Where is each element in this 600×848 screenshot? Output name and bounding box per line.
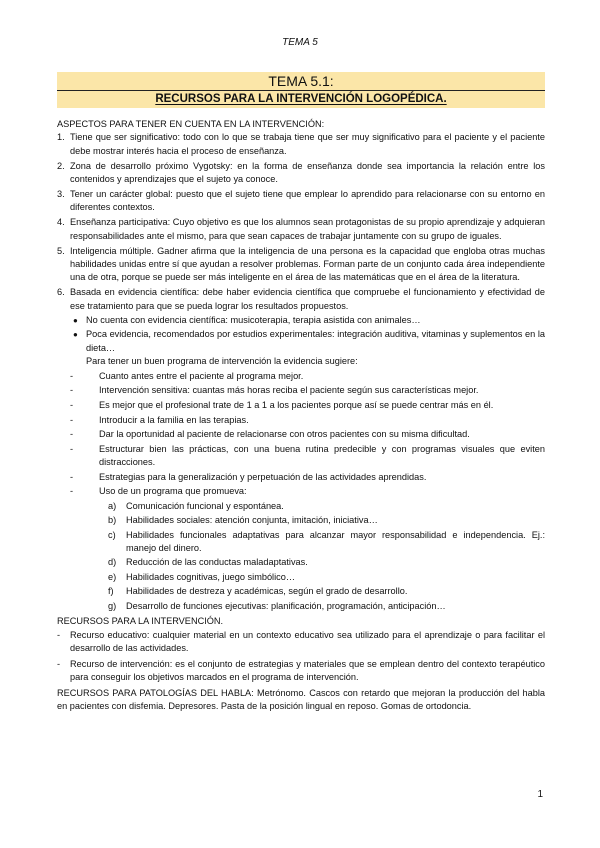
- dash-text: Estructurar bien las prácticas, con una buena rutina predecible y con programas visuales que eviten distracciones.: [99, 443, 545, 468]
- letter-item: [99, 529, 545, 556]
- item-letter: c): [108, 529, 116, 540]
- letter-item: [99, 585, 545, 598]
- dash-item: [70, 471, 545, 484]
- list-item: [57, 245, 545, 285]
- recursos-list: [57, 629, 545, 685]
- dash-text: Intervención sensitiva: cuantas más horas reciba el paciente según sus características mejor.: [99, 385, 479, 396]
- dash-item: [70, 384, 545, 397]
- letter-item: [99, 571, 545, 584]
- letter-text: Habilidades sociales: atención conjunta, imitación, iniciativa…: [126, 515, 378, 526]
- item-letter: a): [108, 500, 117, 511]
- title-block: [57, 72, 545, 108]
- dash-icon: -: [70, 414, 74, 425]
- item-letter: d): [108, 557, 117, 568]
- page-title: TEMA 5.1:: [268, 73, 334, 89]
- item-number: 6.: [57, 287, 65, 298]
- list-item: [57, 188, 545, 215]
- bullet-text: Poca evidencia, recomendados por estudios experimentales: integración auditiva, vitaminas y suplementos en la dieta…: [86, 329, 545, 353]
- dash-icon: -: [70, 443, 74, 454]
- item-text: Tiene que ser significativo: todo con lo que se trabaja tiene que ser muy significativo para el paciente y el paciente debe mostrar interés hacia el proceso de enseñanza.: [70, 132, 545, 156]
- dash-text: Estrategias para la generalización y perpetuación de las actividades aprendidas.: [99, 471, 427, 482]
- dash-icon: -: [70, 385, 74, 396]
- item-letter: g): [108, 600, 117, 611]
- dash-icon: -: [57, 629, 61, 640]
- section-heading-aspectos: ASPECTOS PARA TENER EN CUENTA EN LA INTERVENCIÓN:: [57, 119, 325, 129]
- letter-text: Habilidades cognitivas, juego simbólico…: [126, 571, 296, 582]
- item-number: 5.: [57, 245, 65, 256]
- item-text: Tener un carácter global: puesto que el sujeto tiene que emplear lo aprendido para relacionarse con su entorno en diferentes contextos.: [70, 189, 545, 213]
- dash-text: Cuanto antes entre el paciente al programa mejor.: [99, 370, 304, 381]
- running-header: TEMA 5: [282, 37, 318, 48]
- bullet-icon: ●: [73, 316, 78, 326]
- dash-item: [57, 629, 545, 656]
- dash-item: [70, 443, 545, 470]
- dash-text: Uso de un programa que promueva:: [99, 486, 247, 497]
- item-letter: f): [108, 586, 114, 597]
- list-item: [57, 286, 545, 613]
- evidence-bullets: [70, 314, 545, 355]
- patologias-paragraph: RECURSOS PARA PATOLOGÍAS DEL HABLA: Metrónomo. Cascos con retardo que mejoran la producción del habla en pacientes con disfemia. Depresores. Pasta de la posición lingual en reposo. Gomas de ortodoncia.: [57, 687, 545, 711]
- document-body: [57, 118, 545, 713]
- dash-item: [70, 485, 545, 613]
- bullet-item: [70, 314, 545, 327]
- dash-item: [70, 370, 545, 383]
- item-text: Inteligencia múltiple. Gadner afirma que la inteligencia de una persona es la capacidad que engloba otras muchas habilidades unidas entre sí que ayudan a resolver problemas. Forman parte de un conjunto cada área independiente una de otra, porque se puede ser más inteligente en el área de las matemáticas que en el área de la literatura.: [70, 245, 546, 283]
- dash-icon: -: [70, 486, 74, 497]
- bullet-item: [70, 328, 545, 355]
- list-item: [57, 216, 545, 243]
- item-number: 1.: [57, 132, 65, 143]
- dash-text: Introducir a la familia en las terapias.: [99, 414, 249, 425]
- item-text: Basada en evidencia científica: debe haber evidencia científica que compruebe el funcionamiento y efectividad de ese tratamiento para que se pueda lograr los resultados propuestos.: [70, 287, 545, 311]
- item-number: 3.: [57, 189, 65, 200]
- page-subtitle: RECURSOS PARA LA INTERVENCIÓN LOGOPÉDICA.: [155, 93, 447, 105]
- item-letter: e): [108, 571, 117, 582]
- dash-item: [57, 658, 545, 685]
- dash-icon: -: [70, 471, 74, 482]
- item-letter: b): [108, 515, 117, 526]
- dash-text: Dar la oportunidad al paciente de relacionarse con otros pacientes con su misma dificultad.: [99, 429, 470, 440]
- dash-item: [70, 414, 545, 427]
- letter-item: [99, 514, 545, 527]
- list-item: [57, 131, 545, 158]
- dash-text: Recurso de intervención: es el conjunto de estrategias y materiales que se emplean dentro del contexto terapéutico para conseguir los objetivos marcados en el programa de intervención.: [70, 658, 545, 683]
- dash-item: [70, 428, 545, 441]
- bullet-text: No cuenta con evidencia científica: musicoterapia, terapia asistida con animales…: [86, 315, 421, 326]
- dash-icon: -: [70, 429, 74, 440]
- item-text: Zona de desarrollo próximo Vygotsky: en la forma de enseñanza donde sea importancia la relación entre los contenidos y aprendizajes que el sujeto ya conoce.: [70, 160, 545, 185]
- letter-text: Desarrollo de funciones ejecutivas: planificación, programación, anticipación…: [126, 600, 446, 611]
- letter-text: Comunicación funcional y espontánea.: [126, 500, 284, 511]
- letter-item: [99, 600, 545, 613]
- letter-item: [99, 556, 545, 569]
- dash-icon: -: [57, 658, 61, 669]
- dash-text: Es mejor que el profesional trate de 1 a 1 a los pacientes porque así se puede centrar más en él.: [99, 400, 494, 410]
- dash-icon: -: [70, 370, 74, 381]
- list-item: [57, 160, 545, 187]
- program-points: [70, 370, 545, 613]
- aspectos-list: [57, 131, 545, 613]
- item-number: 4.: [57, 217, 65, 228]
- program-promote-list: [99, 500, 545, 613]
- dash-item: [70, 399, 545, 412]
- item-text: Enseñanza participativa: Cuyo objetivo es que los alumnos sean protagonistas de su propio aprendizaje y adquieran responsabilidades ante el mismo, para que sean capaces de trabajar juntamente con su grupo de iguales.: [70, 217, 545, 241]
- bullet-icon: ●: [73, 330, 78, 340]
- page-number: 1: [537, 789, 543, 800]
- dash-text: Recurso educativo: cualquier material en un contexto educativo sea utilizado para el aprendizaje o para facilitar el desarrollo de las actividades.: [70, 629, 545, 654]
- letter-text: Reducción de las conductas maladaptativas.: [126, 557, 308, 568]
- item-number: 2.: [57, 160, 65, 171]
- letter-text: Habilidades funcionales adaptativas para alcanzar mayor responsabilidad e independencia. Ej.: manejo del dinero.: [126, 529, 545, 553]
- section-heading-recursos: RECURSOS PARA LA INTERVENCIÓN.: [57, 615, 224, 626]
- program-intro: Para tener un buen programa de intervención la evidencia sugiere:: [86, 356, 358, 367]
- dash-icon: -: [70, 400, 74, 410]
- letter-item: [99, 500, 545, 513]
- letter-text: Habilidades de destreza y académicas, según el grado de desarrollo.: [126, 586, 408, 597]
